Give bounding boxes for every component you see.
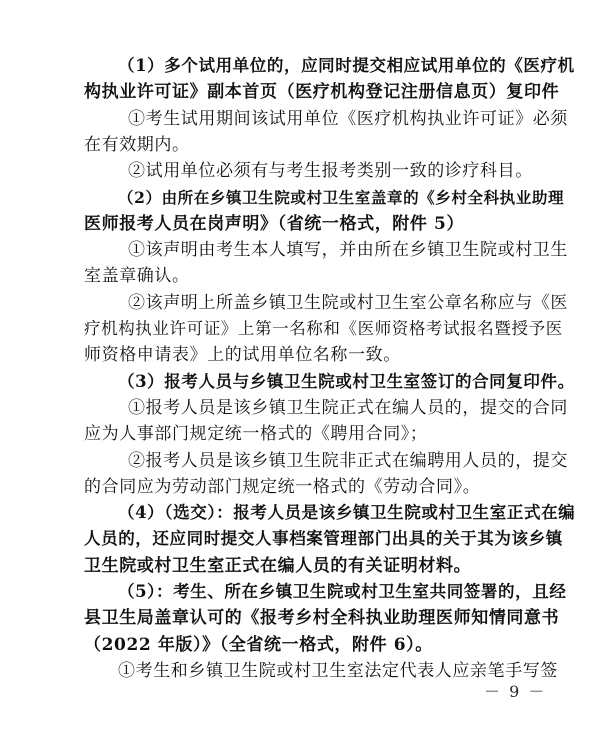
line-6: （2）由所在乡镇卫生院或村卫生室盖章的《乡村全科执业助理: [118, 187, 565, 207]
line-23: （2022 年版）》（全省统一格式，附件 6）。: [84, 634, 433, 655]
line-24: ①考生和乡镇卫生院或村卫生室法定代表人应亲笔手写签: [118, 661, 558, 681]
line-18: （4）（选交）：报考人员是该乡镇卫生院或村卫生室正式在编: [118, 503, 576, 523]
line-20: 卫生院或村卫生室正式在编人员的有关证明材料。: [84, 555, 472, 576]
line-12: 师资格申请表》上的试用单位名称一致。: [84, 345, 401, 366]
line-5: ②试用单位必须有与考生报考类别一致的诊疗科目。: [128, 161, 533, 182]
line-7: 医师报考人员在岗声明》（省统一格式，附件 5）: [84, 213, 465, 234]
line-2: 构执业许可证》副本首页（医疗机构登记注册信息页）复印件: [84, 82, 560, 103]
line-15: 应为人事部门规定统一格式的《聘用合同》；: [84, 424, 428, 445]
line-9: 室盖章确认。: [84, 266, 190, 287]
line-22: 县卫生局盖章认可的《报考乡村全科执业助理医师知情同意书: [84, 608, 560, 629]
line-17: 的合同应为劳动部门规定统一格式的《劳动合同》。: [84, 476, 481, 497]
line-11: 疗机构执业许可证》上第一名称和《医师资格考试报名暨授予医: [84, 319, 563, 339]
line-21: （5）：考生、所在乡镇卫生院或村卫生室共同签署的，且经: [118, 582, 567, 602]
line-19: 人员的，还应同时提交人事档案管理部门出具的关于其为该乡镇: [84, 529, 563, 549]
line-3: ①考生试用期间该试用单位《医疗机构执业许可证》必须: [128, 108, 568, 129]
line-10: ②该声明上所盖乡镇卫生院或村卫生室公章名称应与《医: [128, 292, 568, 313]
line-8: ①该声明由考生本人填写，并由所在乡镇卫生院或村卫生: [128, 240, 568, 261]
line-16: ②报考人员是该乡镇卫生院非正式在编聘用人员的，提交: [128, 450, 568, 471]
line-1: （1）多个试用单位的，应同时提交相应试用单位的《医疗机: [118, 56, 575, 75]
page-number: － 9 －: [484, 682, 547, 701]
line-14: ①报考人员是该乡镇卫生院正式在编人员的，提交的合同: [128, 397, 568, 418]
line-4: 在有效期内。: [84, 134, 190, 155]
line-13: （3）报考人员与乡镇卫生院或村卫生室签订的合同复印件。: [118, 371, 575, 391]
